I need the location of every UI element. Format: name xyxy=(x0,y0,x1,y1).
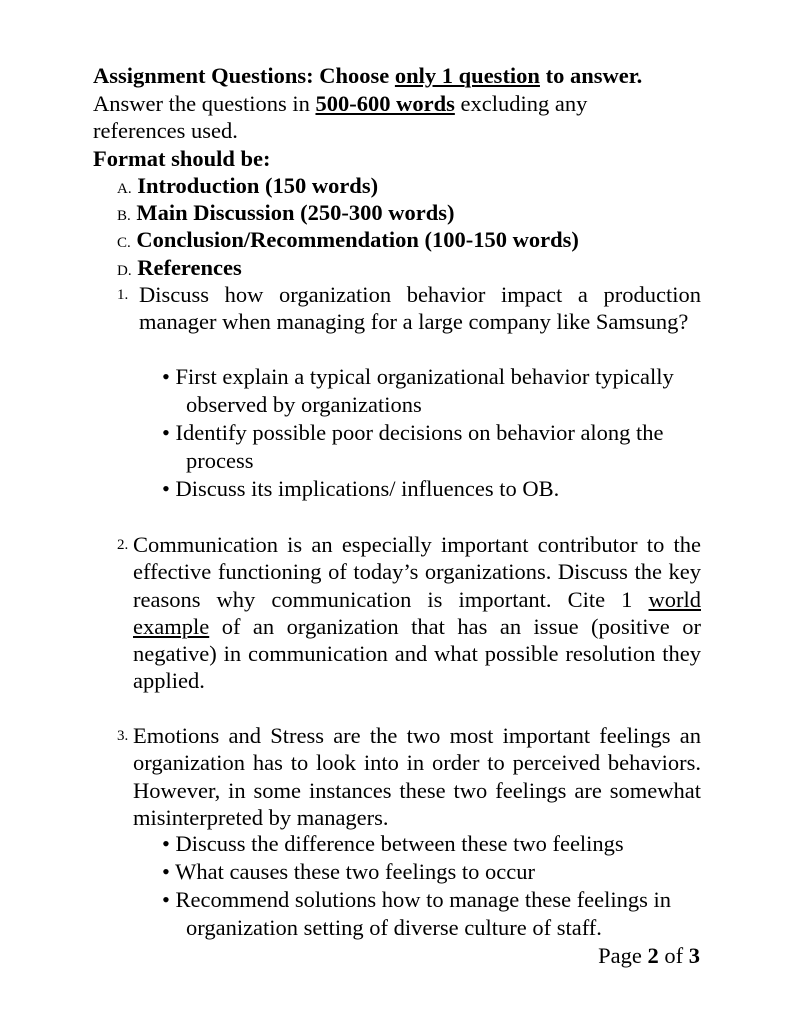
q2-text-b: of an organization that has an issue (positive or negative) in communication and what possible resolution they applied. xyxy=(133,613,701,694)
q3-bullet-2 xyxy=(162,858,535,885)
assignment-title xyxy=(93,62,642,89)
instr-suffix: excluding any xyxy=(454,91,588,116)
question-3-marker: 3. xyxy=(117,728,129,744)
format-text: Introduction (150 words) xyxy=(137,173,379,198)
question-2-text xyxy=(133,531,701,695)
q3-bullet-3-cont: organization setting of diverse culture of staff. xyxy=(186,915,602,940)
world-example-link: world example xyxy=(133,586,701,639)
q3-bullet-3 xyxy=(162,886,671,913)
bullet-text: First explain a typical organizational behavior typically xyxy=(175,364,674,389)
instructions-line-1 xyxy=(93,90,587,117)
q1-bullet-2-cont: process xyxy=(186,448,254,473)
format-item xyxy=(117,226,579,257)
q3-bullet-1 xyxy=(162,830,624,857)
bullet-icon: • xyxy=(162,859,170,884)
format-text: Main Discussion (250-300 words) xyxy=(136,200,455,225)
bullet-text: Discuss the difference between these two feelings xyxy=(175,831,624,856)
format-marker: A. xyxy=(117,181,132,197)
q1-bullet-2 xyxy=(162,419,664,446)
bullet-icon: • xyxy=(162,831,170,856)
instr-prefix: Answer the questions in xyxy=(93,91,316,116)
page-number xyxy=(598,942,700,969)
question-2-marker: 2. xyxy=(117,537,129,553)
bullet-text: Recommend solutions how to manage these feelings in xyxy=(175,887,672,912)
word-count: 500-600 words xyxy=(315,91,455,116)
question-1-marker: 1. xyxy=(117,287,129,303)
format-label: Format should be: xyxy=(93,146,271,171)
title-suffix: to answer. xyxy=(539,63,643,88)
bullet-icon: • xyxy=(162,476,170,501)
question-1-text: Discuss how organization behavior impact a production manager when managing for a large company like Samsung? xyxy=(139,282,701,335)
instructions-line-2: references used. xyxy=(93,118,238,143)
page-word: Page xyxy=(598,943,648,968)
format-marker: D. xyxy=(117,263,132,279)
bullet-text: Identify possible poor decisions on behavior along the xyxy=(175,420,664,445)
q1-bullet-1 xyxy=(162,363,674,390)
title-prefix: Assignment Questions: Choose xyxy=(93,63,395,88)
q1-bullet-1-cont: observed by organizations xyxy=(186,392,422,417)
title-emphasis: only 1 question xyxy=(394,63,540,88)
bullet-icon: • xyxy=(162,887,170,912)
bullet-icon: • xyxy=(162,420,170,445)
page-total: 3 xyxy=(688,943,700,968)
bullet-icon: • xyxy=(162,364,170,389)
page-current: 2 xyxy=(647,943,659,968)
bullet-text: Discuss its implications/ influences to OB. xyxy=(175,476,560,501)
format-marker: C. xyxy=(117,235,131,251)
q2-text-a: Communication is an especially important contributor to the effective functioning of today’s organizations. Discuss the key reasons why communication is important. Cite 1 xyxy=(133,532,701,612)
of-word: of xyxy=(658,943,689,968)
q1-bullet-3 xyxy=(162,475,559,502)
format-text: Conclusion/Recommendation (100-150 words) xyxy=(136,227,579,252)
question-3-text: Emotions and Stress are the two most important feelings an organization has to look into in order to perceived behaviors. However, in some instances these two feelings are somewhat misinterpreted by managers. xyxy=(133,723,701,830)
bullet-text: What causes these two feelings to occur xyxy=(175,859,535,884)
format-marker: B. xyxy=(117,208,131,224)
format-text: References xyxy=(137,255,242,280)
